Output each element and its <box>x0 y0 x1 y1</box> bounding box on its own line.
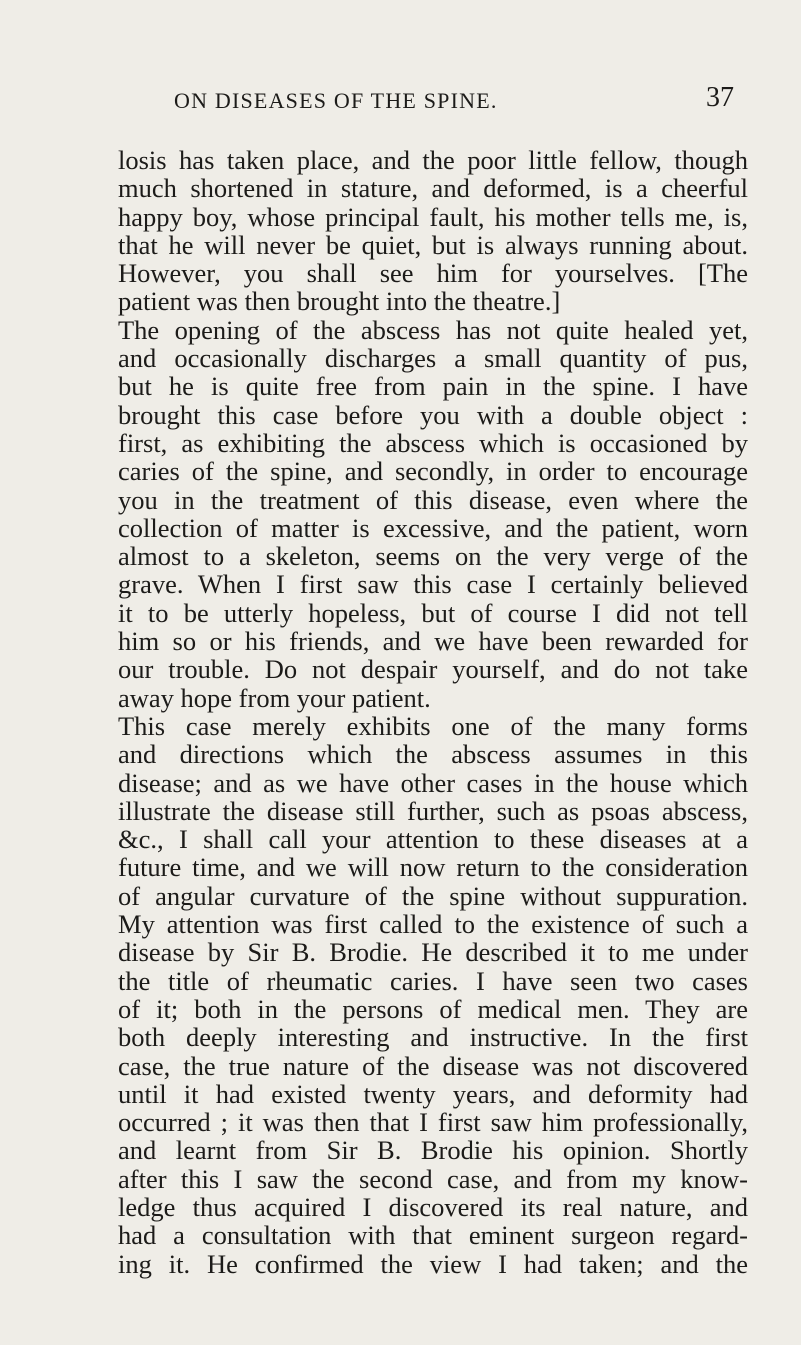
text-line: disease; and as we have other cases in the house which <box>118 767 748 798</box>
text-line: after this I saw the second case, and from my know- <box>118 1163 748 1194</box>
text-line: brought this case before you with a double object : <box>118 399 748 430</box>
text-line: My attention was first called to the existence of such a <box>118 909 748 940</box>
text-line: had a consultation with that eminent surgeon regard- <box>118 1220 748 1251</box>
text-line: it to be utterly hopeless, but of course I did not tell <box>118 597 748 628</box>
text-line: much shortened in stature, and deformed, is a cheerful <box>118 173 748 204</box>
body-text <box>118 146 748 1278</box>
text-line: caries of the spine, and secondly, in order to encourage <box>118 456 748 487</box>
text-line: the title of rheumatic caries. I have seen two cases <box>118 965 748 996</box>
text-line: almost to a skeleton, seems on the very verge of the <box>118 541 748 572</box>
text-line: that he will never be quiet, but is always running about. <box>118 229 748 260</box>
text-line: and occasionally discharges a small quantity of pus, <box>118 343 748 374</box>
text-line: and learnt from Sir B. Brodie his opinion. Shortly <box>118 1135 748 1166</box>
page-number: 37 <box>706 82 734 113</box>
text-line: but he is quite free from pain in the spine. I have <box>118 371 748 402</box>
text-line: However, you shall see him for yourselves. [The <box>118 258 748 289</box>
running-head-title: ON DISEASES OF THE SPINE. <box>174 88 498 113</box>
text-line: future time, and we will now return to the consideration <box>118 852 748 883</box>
text-line: of angular curvature of the spine without suppuration. <box>118 880 748 911</box>
text-line: ledge thus acquired I discovered its real nature, and <box>118 1191 748 1222</box>
text-line: ing it. He confirmed the view I had taken; and the <box>118 1248 748 1279</box>
text-line: our trouble. Do not despair yourself, and do not take <box>118 654 748 685</box>
text-line: illustrate the disease still further, such as psoas abscess, <box>118 795 748 826</box>
text-line: until it had existed twenty years, and deformity had <box>118 1078 748 1109</box>
text-line: losis has taken place, and the poor little fellow, though <box>118 145 748 175</box>
running-head <box>174 82 734 118</box>
text-line: patient was then brought into the theatre.] <box>118 286 561 317</box>
text-line: disease by Sir B. Brodie. He described it to me under <box>118 937 748 968</box>
text-line: collection of matter is excessive, and the patient, worn <box>118 512 748 543</box>
text-line: you in the treatment of this disease, even where the <box>118 484 748 515</box>
text-line: of it; both in the persons of medical men. They are <box>118 993 748 1024</box>
text-line: This case merely exhibits one of the many forms <box>118 710 748 741</box>
text-line: and directions which the abscess assumes in this <box>118 739 748 770</box>
text-line: grave. When I first saw this case I certainly believed <box>118 569 748 600</box>
text-line: first, as exhibiting the abscess which is occasioned by <box>118 427 748 458</box>
text-line: him so or his friends, and we have been rewarded for <box>118 626 748 657</box>
text-line: &c., I shall call your attention to these diseases at a <box>118 824 748 855</box>
text-line: both deeply interesting and instructive. In the first <box>118 1022 748 1053</box>
text-line: The opening of the abscess has not quite healed yet, <box>118 314 748 345</box>
text-line: happy boy, whose principal fault, his mother tells me, is, <box>118 201 748 232</box>
text-line: case, the true nature of the disease was not discovered <box>118 1050 748 1081</box>
text-line: occurred ; it was then that I first saw him professionally, <box>118 1107 748 1138</box>
text-line: away hope from your patient. <box>118 682 431 713</box>
